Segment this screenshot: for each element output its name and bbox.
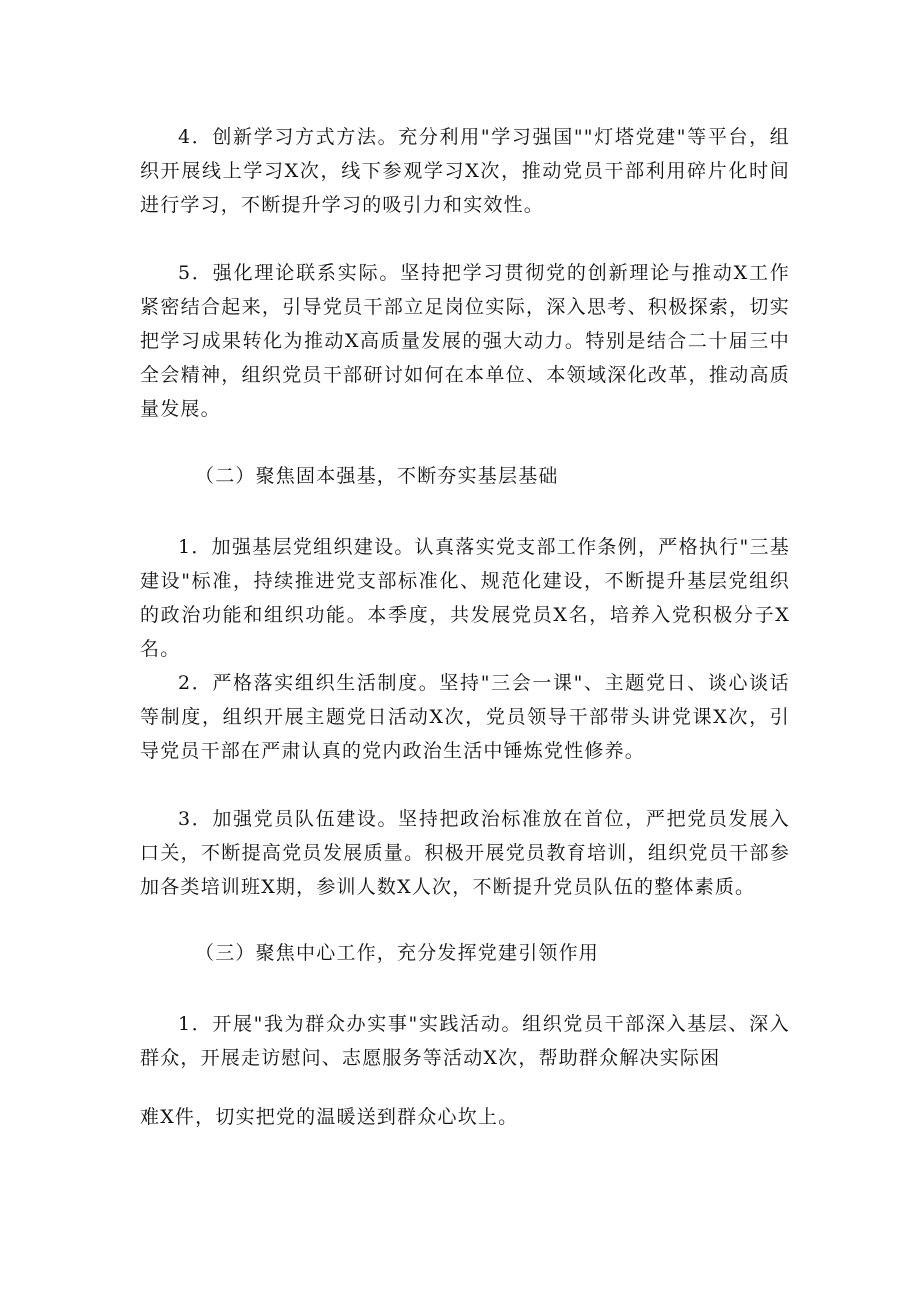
paragraph-org-life: 2．严格落实组织生活制度。坚持"三会一课"、主题党日、谈心谈话等制度，组织开展主题党日活动X次，党员领导干部带头讲党课X次，引导党员干部在严肃认真的党内政治生活中锤炼党性修养。 <box>140 672 790 762</box>
section-heading-2: （二）聚焦固本强基，不断夯实基层基础 <box>195 465 559 487</box>
section-heading-3: （三）聚焦中心工作，充分发挥党建引领作用 <box>195 942 600 964</box>
paragraph-practice-activity: 1．开展"我为群众办实事"实践活动。组织党员干部深入基层、深入群众，开展走访慰问、志愿服务等活动X次，帮助群众解决实际困 <box>140 1013 790 1069</box>
paragraph-org-building: 1．加强基层党组织建设。认真落实党支部工作条例，严格执行"三基建设"标准，持续推进党支部标准化、规范化建设，不断提升基层党组织的政治功能和组织功能。本季度，共发展党员X名，培养入党积极分子X名。 <box>140 536 790 660</box>
paragraph-theory-practice: 5．强化理论联系实际。坚持把学习贯彻党的创新理论与推动X工作紧密结合起来，引导党员干部立足岗位实际，深入思考、积极探索，切实把学习成果转化为推动X高质量发展的强大动力。特别是结合二十届三中全会精神，组织党员干部研讨如何在本单位、本领域深化改革，推动高质量发展。 <box>140 262 790 420</box>
paragraph-practice-activity-continued: 难X件，切实把党的温暖送到群众心坎上。 <box>140 1106 519 1128</box>
paragraph-innovate-learning: 4．创新学习方式方法。充分利用"学习强国""灯塔党建"等平台，组织开展线上学习X次，线下参观学习X次，推动党员干部利用碎片化时间进行学习，不断提升学习的吸引力和实效性。 <box>140 126 790 216</box>
paragraph-team-building: 3．加强党员队伍建设。坚持把政治标准放在首位，严把党员发展入口关，不断提高党员发展质量。积极开展党员教育培训，组织党员干部参加各类培训班X期，参训人数X人次，不断提升党员队伍的整体素质。 <box>140 808 790 898</box>
